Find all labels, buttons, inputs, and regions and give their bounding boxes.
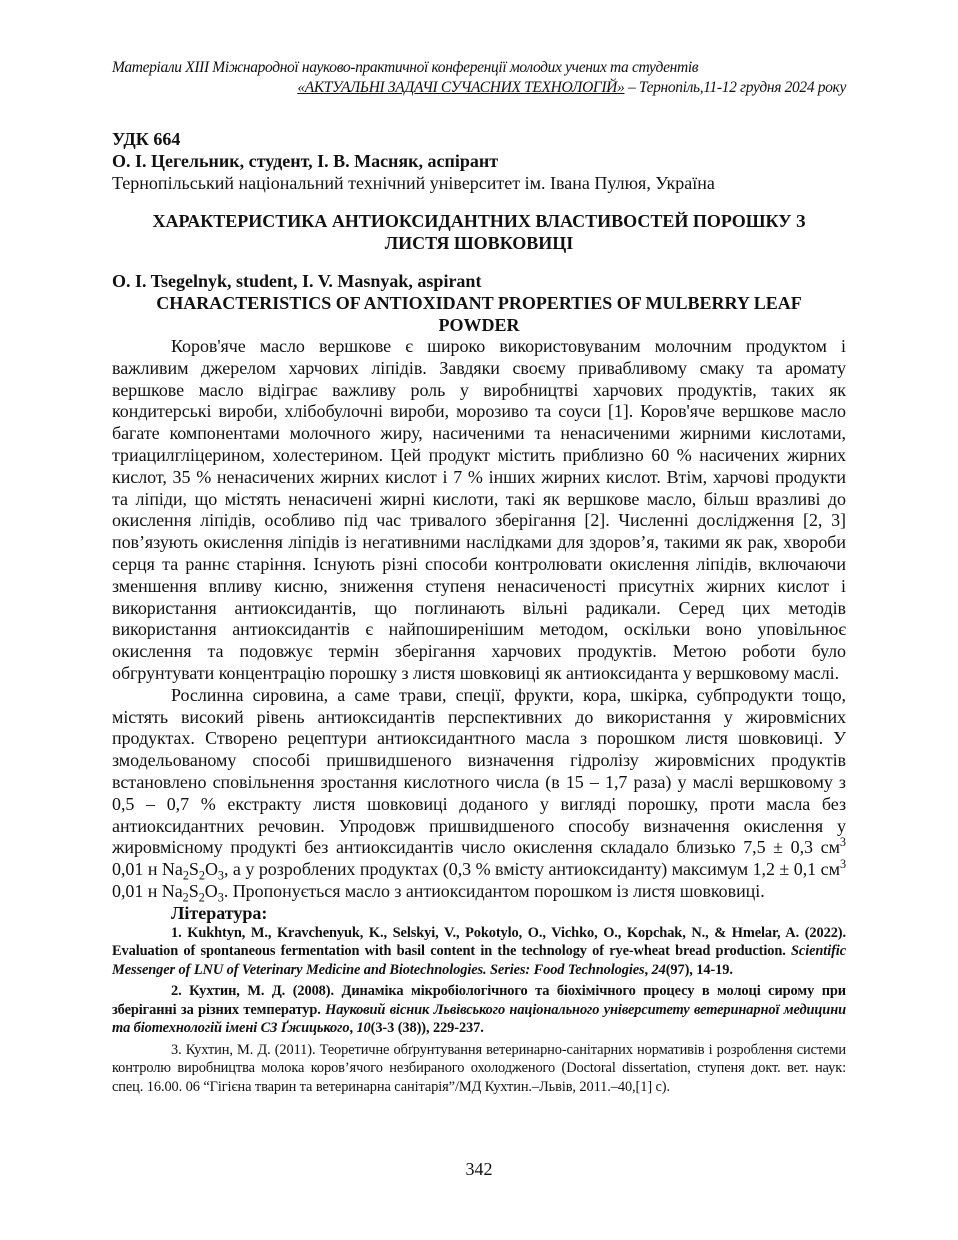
p2-sub: 2 xyxy=(182,890,189,905)
reference-pages: (97), 14-19. xyxy=(665,961,733,978)
affiliation: Тернопільський національний технічний університет ім. Івана Пулюя, Україна xyxy=(112,173,715,193)
reference-item xyxy=(112,924,846,980)
p2-text: O xyxy=(204,859,218,880)
p2-text: S xyxy=(188,880,199,901)
reference-journal: Науковий вісник Львівського національного університету ветеринарної медицини та біотехнологій імені СЗ Ґжицького xyxy=(112,1001,846,1037)
running-header xyxy=(112,58,846,98)
reference-pages: (3-3 (38)), 229-237. xyxy=(370,1020,484,1037)
body-paragraph-2 xyxy=(112,685,846,903)
p2-text: 0,01 н Na xyxy=(112,859,183,880)
p2-text: Рослинна сировина, а саме трави, спеції, фрукти, кора, шкірка, субпродукти тощо, містять високий рівень антиоксидантів перспективних до використання у жировмісних продуктах. Створено рецептури антиоксидантного масла з порошком листя шовковиці. У змодельованому способі пришвидшеного визначення гідролізу жировмісних продуктів встановлено сповільнення зростання кислотного числа (в 15 – 1,7 раза) у маслі вершковому з 0,5 – 0,7 % екстракту листя шовковиці доданого у вигляді порошку, проти масла без антиоксидантних речовин. Упродовж пришвидшеного способу визначення окислення у жировмісному продукті без антиоксидантів число окислення складало близько 7,5 ± 0,3 см xyxy=(112,684,846,858)
reference-volume: 24 xyxy=(651,961,666,978)
p2-text: O xyxy=(204,880,218,901)
reference-authors-title: 2. Кухтин, М. Д. (2008). Динаміка мікробіологічного та біохімічного процесу в молоці сирому при зберіганні за різних температур. xyxy=(112,983,846,1018)
header-place-date: – Тернопіль,11-12 грудня 2024 року xyxy=(624,79,846,96)
authors-en: O. I. Tsegelnyk, student, I. V. Masnyak, aspirant xyxy=(112,271,482,291)
references-heading: Література: xyxy=(171,902,268,923)
reference-volume: 10 xyxy=(356,1020,371,1037)
p2-text: 0,01 н Na xyxy=(112,880,183,901)
reference-item: 3. Кухтин, М. Д. (2011). Теоретичне обґрунтування ветеринарно-санітарних нормативів і розроблення системи контролю виробництва молока коров’ячого незбираного охолодженого (Doctoral dissertation, ступеня докт. вет. наук: спец. 16.00. 06 “Гігієна тварин та ветеринарна санітарія”/МД Кухтин.–Львів, 2011.–40,[1] с). xyxy=(112,1041,846,1095)
reference-authors-title: 1. Kukhtyn, M., Kravchenyuk, K., Selskyi, V., Pokotylo, O., Vichko, O., Kopchak, N., & Hmelar, A. (2022). Evaluation of spontaneous fermentation with basil content in the technology of rye-wheat bread production. xyxy=(112,924,846,960)
page-number: 342 xyxy=(465,1159,493,1179)
reference-item xyxy=(112,982,846,1038)
p2-sup: 3 xyxy=(839,857,847,872)
header-conference-name-line xyxy=(112,78,846,98)
p2-sub: 3 xyxy=(217,868,224,883)
header-conference-name: «АКТУАЛЬНІ ЗАДАЧІ СУЧАСНИХ ТЕХНОЛОГІЙ» xyxy=(297,79,625,96)
p2-sub: 2 xyxy=(182,868,189,883)
p2-sub: 2 xyxy=(198,868,205,883)
body-paragraph-1: Коров'яче масло вершкове є широко використовуваним молочним продуктом і важливим джерелом харчових ліпідів. Завдяки своєму привабливому смаку та аромату вершкове масло відіграє важливу роль у виробництві харчових продуктів, таких як кондитерські вироби, хлібобулочні вироби, морозиво та соуси [1]. Коров'яче вершкове масло багате компонентами молочного жиру, насиченими та ненасиченими жирними кислотами, триацилгліцерином, холестерином. Цей продукт містить приблизно 60 % насичених жирних кислот, 35 % ненасичених жирних кислот і 7 % інших жирних кислот. Втім, харчові продукти та ліпіди, що містять ненасичені жирні кислоти, такі як вершкове масло, більш вразливі до окислення ліпідів, особливо під час тривалого зберігання [2]. Численні дослідження [2, 3] пов’язують окислення ліпідів із негативними наслідками для здоров’я, такими як рак, хвороби серця та раннє старіння. Існують різні способи контролювати окислення ліпідів, включаючи зменшення впливу кисню, зниження ступеня ненасиченості присутніх жирних кислот і використання антиоксидантів, що поглинають вільні радикали. Серед цих методів використання антиоксидантів є найпоширенішим методом, оскільки воно уповільнює окислення та подовжує термін зберігання харчових продуктів. Метою роботи було обгрунтувати концентрацію порошку з листя шовковиці як антиоксиданта у вершковому маслі. xyxy=(112,336,846,683)
p2-sup: 3 xyxy=(839,835,846,850)
p2-text: . Пропонується масло з антиоксидантом порошком із листя шовковиці. xyxy=(223,880,765,901)
p2-sub: 2 xyxy=(198,890,205,905)
udk-code: УДК 664 xyxy=(112,129,181,149)
p2-sub: 3 xyxy=(217,890,224,905)
reference-journal: Scientific Messenger of LNU of Veterinary Medicine and Biotechnologies. Series: Food Technologies xyxy=(112,943,846,978)
p2-text: S xyxy=(188,859,199,880)
title-en: CHARACTERISTICS OF ANTIOXIDANT PROPERTIES OF MULBERRY LEAF POWDER xyxy=(156,293,802,335)
header-conference-line: Матеріали XIII Міжнародної науково-практичної конференції молодих учених та студентів xyxy=(112,59,699,76)
p2-text: , а у розроблених продуктах (0,3 % вмісту антиоксиданту) максимум 1,2 ± 0,1 см xyxy=(223,859,840,880)
authors-ua: О. І. Цегельник, студент, І. В. Масняк, аспірант xyxy=(112,151,499,171)
title-ua: ХАРАКТЕРИСТИКА АНТИОКСИДАНТНИХ ВЛАСТИВОСТЕЙ ПОРОШКУ З ЛИСТЯ ШОВКОВИЦІ xyxy=(152,211,806,253)
reference-sep: , xyxy=(644,961,652,978)
reference-sep: , xyxy=(349,1020,357,1037)
